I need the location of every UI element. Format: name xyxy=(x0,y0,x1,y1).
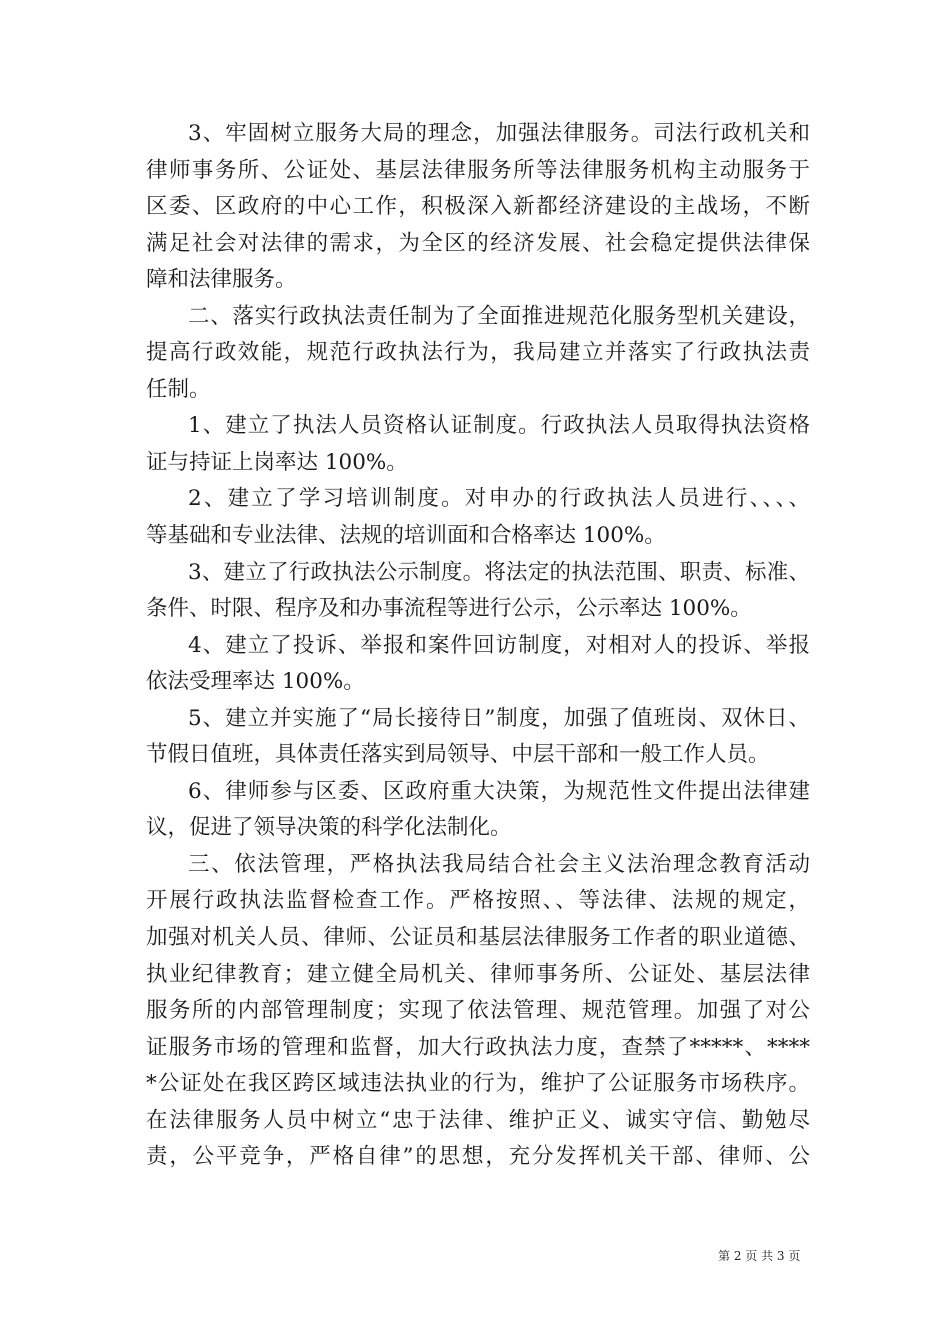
text-line: 4、建立了投诉、举报和案件回访制度，对相对人的投诉、举报 xyxy=(188,632,810,658)
text-line: 开展行政执法监督检查工作。严格按照、、等法律、法规的规定， xyxy=(146,888,810,914)
text-line: 三、依法管理，严格执法我局结合社会主义法治理念教育活动 xyxy=(188,851,810,877)
text-line: 2、建立了学习培训制度。对申办的行政执法人员进行、、、、 xyxy=(188,486,810,512)
text-line: 满足社会对法律的需求，为全区的经济发展、社会稳定提供法律保 xyxy=(146,230,810,256)
text-line: 证与持证上岗率达 100%。 xyxy=(146,449,408,475)
text-line: 在法律服务人员中树立“忠于法律、维护正义、诚实守信、勤勉尽 xyxy=(146,1107,810,1133)
text-line: 5、建立并实施了“局长接待日”制度，加强了值班岗、双休日、 xyxy=(188,705,810,731)
text-line: 证服务市场的管理和监督，加大行政执法力度，查禁了*****、**** xyxy=(146,1034,810,1060)
text-line: 加强对机关人员、律师、公证员和基层法律服务工作者的职业道德、 xyxy=(146,925,810,951)
text-line: 责，公平竞争，严格自律”的思想，充分发挥机关干部、律师、公 xyxy=(146,1144,810,1170)
text-line: 提高行政效能，规范行政执法行为，我局建立并落实了行政执法责 xyxy=(146,340,810,366)
text-line: 3、建立了行政执法公示制度。将法定的执法范围、职责、标准、 xyxy=(188,559,810,585)
text-line: 二、落实行政执法责任制为了全面推进规范化服务型机关建设， xyxy=(188,303,810,329)
text-line: 区委、区政府的中心工作，积极深入新都经济建设的主战场，不断 xyxy=(146,194,810,220)
text-line: 律师事务所、公证处、基层法律服务所等法律服务机构主动服务于 xyxy=(146,157,810,183)
text-line: 3、牢固树立服务大局的理念，加强法律服务。司法行政机关和 xyxy=(188,121,810,146)
text-line: 任制。 xyxy=(146,376,211,402)
text-line: 1、建立了执法人员资格认证制度。行政执法人员取得执法资格 xyxy=(188,413,810,439)
page-number-footer: 第 2 页 共 3 页 xyxy=(718,1249,801,1263)
text-line: 议，促进了领导决策的科学化法制化。 xyxy=(146,815,512,841)
document-body xyxy=(146,116,810,1176)
text-line: 依法受理率达 100%。 xyxy=(146,669,365,695)
text-line: 障和法律服务。 xyxy=(146,267,297,293)
text-line: 执业纪律教育；建立健全局机关、律师事务所、公证处、基层法律 xyxy=(146,961,810,987)
text-line: 等基础和专业法律、法规的培训面和合格率达 100%。 xyxy=(146,523,666,549)
text-line: 服务所的内部管理制度；实现了依法管理、规范管理。加强了对公 xyxy=(146,998,810,1024)
text-line: 6、律师参与区委、区政府重大决策，为规范性文件提出法律建 xyxy=(188,778,810,804)
text-line: 条件、时限、程序及和办事流程等进行公示，公示率达 100%。 xyxy=(146,596,752,622)
text-line: 节假日值班，具体责任落实到局领导、中层干部和一般工作人员。 xyxy=(146,742,770,768)
text-line: *公证处在我区跨区域违法执业的行为，维护了公证服务市场秩序。 xyxy=(146,1071,810,1097)
